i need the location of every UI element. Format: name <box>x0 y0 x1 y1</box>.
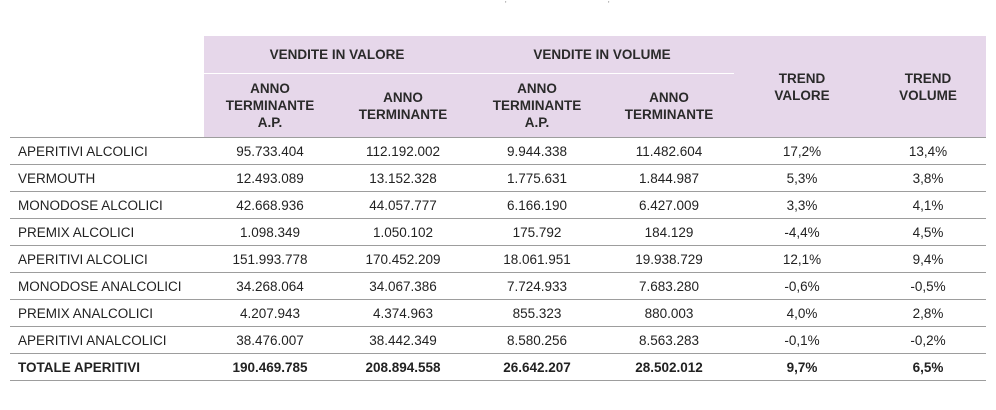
trend-value-cell: 4,0% <box>734 300 870 327</box>
volume-prev-year-header: ANNO TERMINANTE A.P. <box>470 74 604 138</box>
value-curr-cell: 4.374.963 <box>336 300 470 327</box>
total-label: TOTALE APERITIVI <box>10 354 204 381</box>
value-curr-cell: 34.067.386 <box>336 273 470 300</box>
trend-volume-cell: -0,5% <box>870 273 986 300</box>
table-row <box>10 165 986 192</box>
volume-prev-cell: 6.166.190 <box>470 192 604 219</box>
table-row <box>10 327 986 354</box>
table-row <box>10 138 986 165</box>
trend-value-cell: 17,2% <box>734 138 870 165</box>
trend-volume-header: TREND VOLUME <box>870 36 986 138</box>
trend-volume-cell: 9,4% <box>870 246 986 273</box>
category-header-blank <box>10 36 204 138</box>
value-curr-cell: 170.452.209 <box>336 246 470 273</box>
volume-prev-cell: 175.792 <box>470 219 604 246</box>
volume-curr-year-header: ANNO TERMINANTE <box>604 74 734 138</box>
table-row <box>10 246 986 273</box>
sales-table-container <box>10 36 986 381</box>
volume-curr-cell: 8.563.283 <box>604 327 734 354</box>
group-header-row <box>10 36 986 74</box>
trend-volume-cell: 13,4% <box>870 138 986 165</box>
table-row <box>10 219 986 246</box>
volume-prev-cell: 855.323 <box>470 300 604 327</box>
table-row <box>10 192 986 219</box>
value-curr-cell: 38.442.349 <box>336 327 470 354</box>
value-curr-cell: 13.152.328 <box>336 165 470 192</box>
total-value-curr-cell: 208.894.558 <box>336 354 470 381</box>
volume-prev-cell: 8.580.256 <box>470 327 604 354</box>
volume-curr-cell: 184.129 <box>604 219 734 246</box>
row-label: MONODOSE ALCOLICI <box>10 192 204 219</box>
row-label: PREMIX ALCOLICI <box>10 219 204 246</box>
aperitivi-sales-table <box>10 36 986 381</box>
row-label: APERITIVI ALCOLICI <box>10 138 204 165</box>
trend-volume-cell: 3,8% <box>870 165 986 192</box>
volume-prev-cell: 1.775.631 <box>470 165 604 192</box>
total-row <box>10 354 986 381</box>
volume-curr-cell: 7.683.280 <box>604 273 734 300</box>
trend-value-cell: -0,6% <box>734 273 870 300</box>
value-prev-cell: 42.668.936 <box>204 192 336 219</box>
trend-value-cell: -4,4% <box>734 219 870 246</box>
group-header-value: VENDITE IN VALORE <box>204 36 470 74</box>
volume-curr-cell: 1.844.987 <box>604 165 734 192</box>
trend-volume-cell: 4,5% <box>870 219 986 246</box>
volume-curr-cell: 19.938.729 <box>604 246 734 273</box>
volume-curr-cell: 6.427.009 <box>604 192 734 219</box>
value-prev-cell: 38.476.007 <box>204 327 336 354</box>
row-label: APERITIVI ANALCOLICI <box>10 327 204 354</box>
value-curr-year-header: ANNO TERMINANTE <box>336 74 470 138</box>
value-curr-cell: 112.192.002 <box>336 138 470 165</box>
row-label: MONODOSE ANALCOLICI <box>10 273 204 300</box>
tick-mark: ' <box>505 0 507 9</box>
value-prev-cell: 95.733.404 <box>204 138 336 165</box>
value-curr-cell: 1.050.102 <box>336 219 470 246</box>
value-prev-cell: 151.993.778 <box>204 246 336 273</box>
row-label: APERITIVI ALCOLICI <box>10 246 204 273</box>
table-row <box>10 300 986 327</box>
value-prev-cell: 4.207.943 <box>204 300 336 327</box>
trend-value-header: TREND VALORE <box>734 36 870 138</box>
volume-prev-cell: 18.061.951 <box>470 246 604 273</box>
value-prev-cell: 1.098.349 <box>204 219 336 246</box>
total-volume-prev-cell: 26.642.207 <box>470 354 604 381</box>
volume-curr-cell: 11.482.604 <box>604 138 734 165</box>
trend-value-cell: -0,1% <box>734 327 870 354</box>
value-prev-cell: 34.268.064 <box>204 273 336 300</box>
table-row <box>10 273 986 300</box>
volume-prev-cell: 7.724.933 <box>470 273 604 300</box>
trend-value-cell: 12,1% <box>734 246 870 273</box>
total-trend-volume-cell: 6,5% <box>870 354 986 381</box>
trend-value-cell: 3,3% <box>734 192 870 219</box>
volume-prev-cell: 9.944.338 <box>470 138 604 165</box>
value-prev-year-header: ANNO TERMINANTE A.P. <box>204 74 336 138</box>
trend-volume-cell: 2,8% <box>870 300 986 327</box>
row-label: VERMOUTH <box>10 165 204 192</box>
total-value-prev-cell: 190.469.785 <box>204 354 336 381</box>
volume-curr-cell: 880.003 <box>604 300 734 327</box>
value-curr-cell: 44.057.777 <box>336 192 470 219</box>
group-header-volume: VENDITE IN VOLUME <box>470 36 734 74</box>
total-volume-curr-cell: 28.502.012 <box>604 354 734 381</box>
total-trend-value-cell: 9,7% <box>734 354 870 381</box>
tick-mark: ' <box>608 0 610 9</box>
row-label: PREMIX ANALCOLICI <box>10 300 204 327</box>
trend-volume-cell: -0,2% <box>870 327 986 354</box>
trend-volume-cell: 4,1% <box>870 192 986 219</box>
value-prev-cell: 12.493.089 <box>204 165 336 192</box>
trend-value-cell: 5,3% <box>734 165 870 192</box>
